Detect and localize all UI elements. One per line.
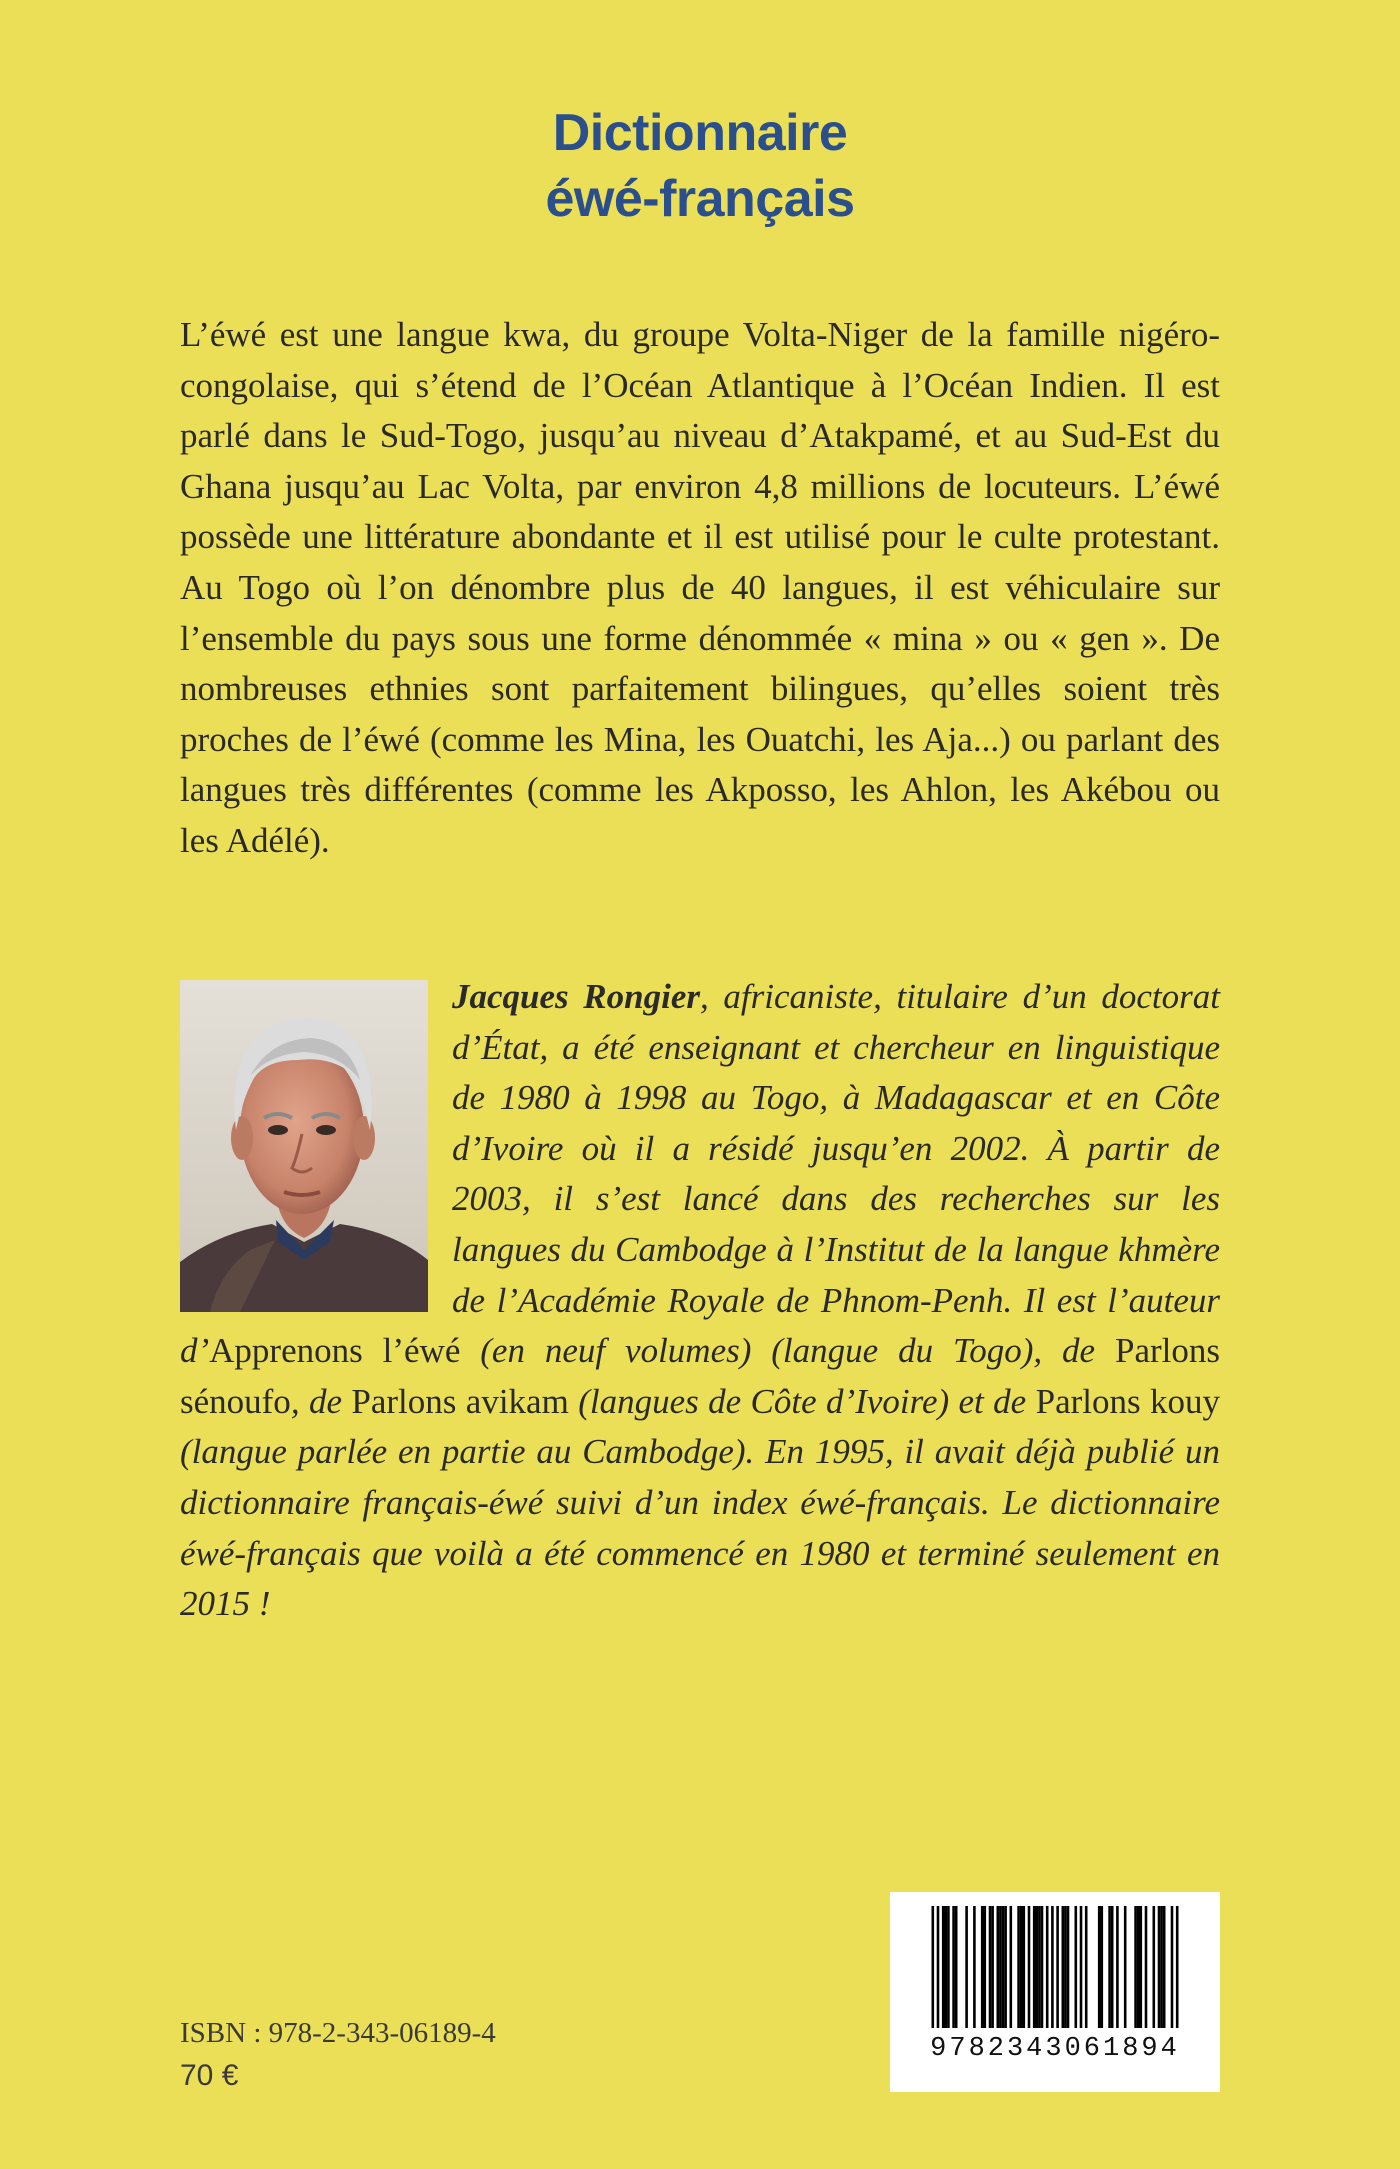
barcode-bar xyxy=(952,1906,955,2028)
barcode-bar xyxy=(1124,1906,1127,2028)
barcode-bar xyxy=(984,1906,987,2028)
barcode-bar xyxy=(932,1906,935,2028)
barcode-bars xyxy=(890,1892,1220,2032)
barcode-bar xyxy=(999,1906,1002,2028)
barcode-bar xyxy=(1010,1906,1013,2028)
bio-text-1: , africaniste, titulaire d’un doctorat d’État, a été enseignant et chercheur en linguistique de 1980 à 1998 au Togo, à Madagascar et en Côte d’Ivoire où il a résidé jusqu’en 2002. À partir de 2003, il s’est lancé dans des recherches sur les langues du Cambodge à l’Institut de la langue khmère de l’Académie Royale de Phnom-Penh. Il est l’auteur d’ xyxy=(180,977,1220,1371)
title-line-1: Dictionnaire xyxy=(552,104,848,162)
isbn: ISBN : 978-2-343-06189-4 xyxy=(180,2017,496,2049)
barcode-bar xyxy=(1046,1906,1049,2028)
barcode-bar xyxy=(1051,1906,1054,2028)
barcode-bar xyxy=(991,1906,994,2028)
price: 70 € xyxy=(180,2059,239,2092)
barcode-bar xyxy=(1158,1906,1161,2028)
book-title-2: Parlons sénoufo xyxy=(180,1331,1220,1421)
author-name: Jacques Rongier xyxy=(452,977,700,1016)
barcode-bar xyxy=(1176,1906,1179,2028)
barcode-bar xyxy=(1075,1906,1078,2028)
barcode-bar xyxy=(1137,1906,1140,2028)
barcode-bar xyxy=(1153,1906,1156,2028)
barcode-bar xyxy=(1036,1906,1039,2028)
bio-text-3: , de xyxy=(290,1381,352,1421)
barcode-bar xyxy=(1108,1906,1111,2028)
barcode-bar xyxy=(1111,1906,1114,2028)
bio-text-5: (langue parlée en partie au Cambodge). En 1995, il avait déjà publié un dictionnaire français-éwé suivi d’un index éwé-français. Le dictionnaire éwé-français que voilà a été commencé en 1980 et terminé seulement en 2015 ! xyxy=(180,1432,1220,1624)
barcode-bar xyxy=(942,1906,945,2028)
book-title-4: Parlons kouy xyxy=(1035,1381,1220,1421)
author-bio xyxy=(180,972,1220,1630)
barcode-number: 9782343061894 xyxy=(930,2034,1180,2064)
barcode-bar xyxy=(945,1906,948,2028)
barcode-bar xyxy=(1002,1906,1005,2028)
bio-text-2: (en neuf volumes) (langue du Togo), de xyxy=(460,1331,1115,1371)
book-description: L’éwé est une langue kwa, du groupe Volta-Niger de la famille nigéro-congolaise, qui s’étend de l’Océan Atlantique à l’Océan Indien. Il est parlé dans le Sud-Togo, jusqu’au niveau d’Atakpamé, et au Sud-Est du Ghana jusqu’au Lac Volta, par environ 4,8 millions de locuteurs. L’éwé possède une littérature abondante et il est utilisé pour le culte protestant. Au Togo où l’on dénombre plus de 40 langues, il est véhiculaire sur l’ensemble du pays sous une forme dénommée « mina » ou « gen ». De nombreuses ethnies sont parfaitement bilingues, qu’elles soient très proches de l’éwé (comme les Mina, les Ouatchi, les Aja...) ou parlant des langues très différentes (comme les Akposso, les Ahlon, les Akébou ou les Adélé). xyxy=(180,315,1220,860)
barcode-bar xyxy=(937,1906,940,2028)
barcode-bar xyxy=(1171,1906,1174,2028)
barcode-bar xyxy=(1017,1906,1020,2028)
barcode-bar xyxy=(955,1906,958,2028)
barcode-bar xyxy=(1056,1906,1059,2028)
barcode-bar xyxy=(1101,1906,1104,2028)
barcode-bar xyxy=(1140,1906,1143,2028)
barcode-bar xyxy=(1041,1906,1044,2028)
barcode-bar xyxy=(997,1906,1000,2028)
barcode-bar xyxy=(1080,1906,1083,2028)
author-photo xyxy=(180,980,428,1312)
barcode-bar xyxy=(973,1906,976,2028)
book-title-1: Apprenons l’éwé xyxy=(209,1331,461,1371)
barcode xyxy=(890,1892,1220,2092)
barcode-bar xyxy=(1145,1906,1148,2028)
barcode-bar xyxy=(981,1906,984,2028)
barcode-bar xyxy=(1163,1906,1166,2028)
barcode-bar xyxy=(965,1906,968,2028)
book-title-3: Parlons avikam xyxy=(351,1381,569,1421)
barcode-bar xyxy=(989,1906,992,2028)
barcode-bar xyxy=(1004,1906,1007,2028)
barcode-bar xyxy=(1020,1906,1023,2028)
barcode-bar xyxy=(1085,1906,1088,2028)
book-title xyxy=(0,100,1400,232)
barcode-bar xyxy=(1028,1906,1031,2028)
barcode-bar xyxy=(1064,1906,1067,2028)
barcode-bar xyxy=(1160,1906,1163,2028)
barcode-bar xyxy=(1116,1906,1119,2028)
barcode-bar xyxy=(947,1906,950,2028)
barcode-bar xyxy=(1062,1906,1065,2028)
barcode-bar xyxy=(1067,1906,1070,2028)
barcode-bar xyxy=(1038,1906,1041,2028)
title-line-2: éwé-français xyxy=(545,170,855,228)
barcode-bar xyxy=(1134,1906,1137,2028)
barcode-bar xyxy=(1033,1906,1036,2028)
barcode-bar xyxy=(1023,1906,1026,2028)
barcode-bar xyxy=(1098,1906,1101,2028)
bio-text-4: (langues de Côte d’Ivoire) et de xyxy=(568,1381,1036,1421)
